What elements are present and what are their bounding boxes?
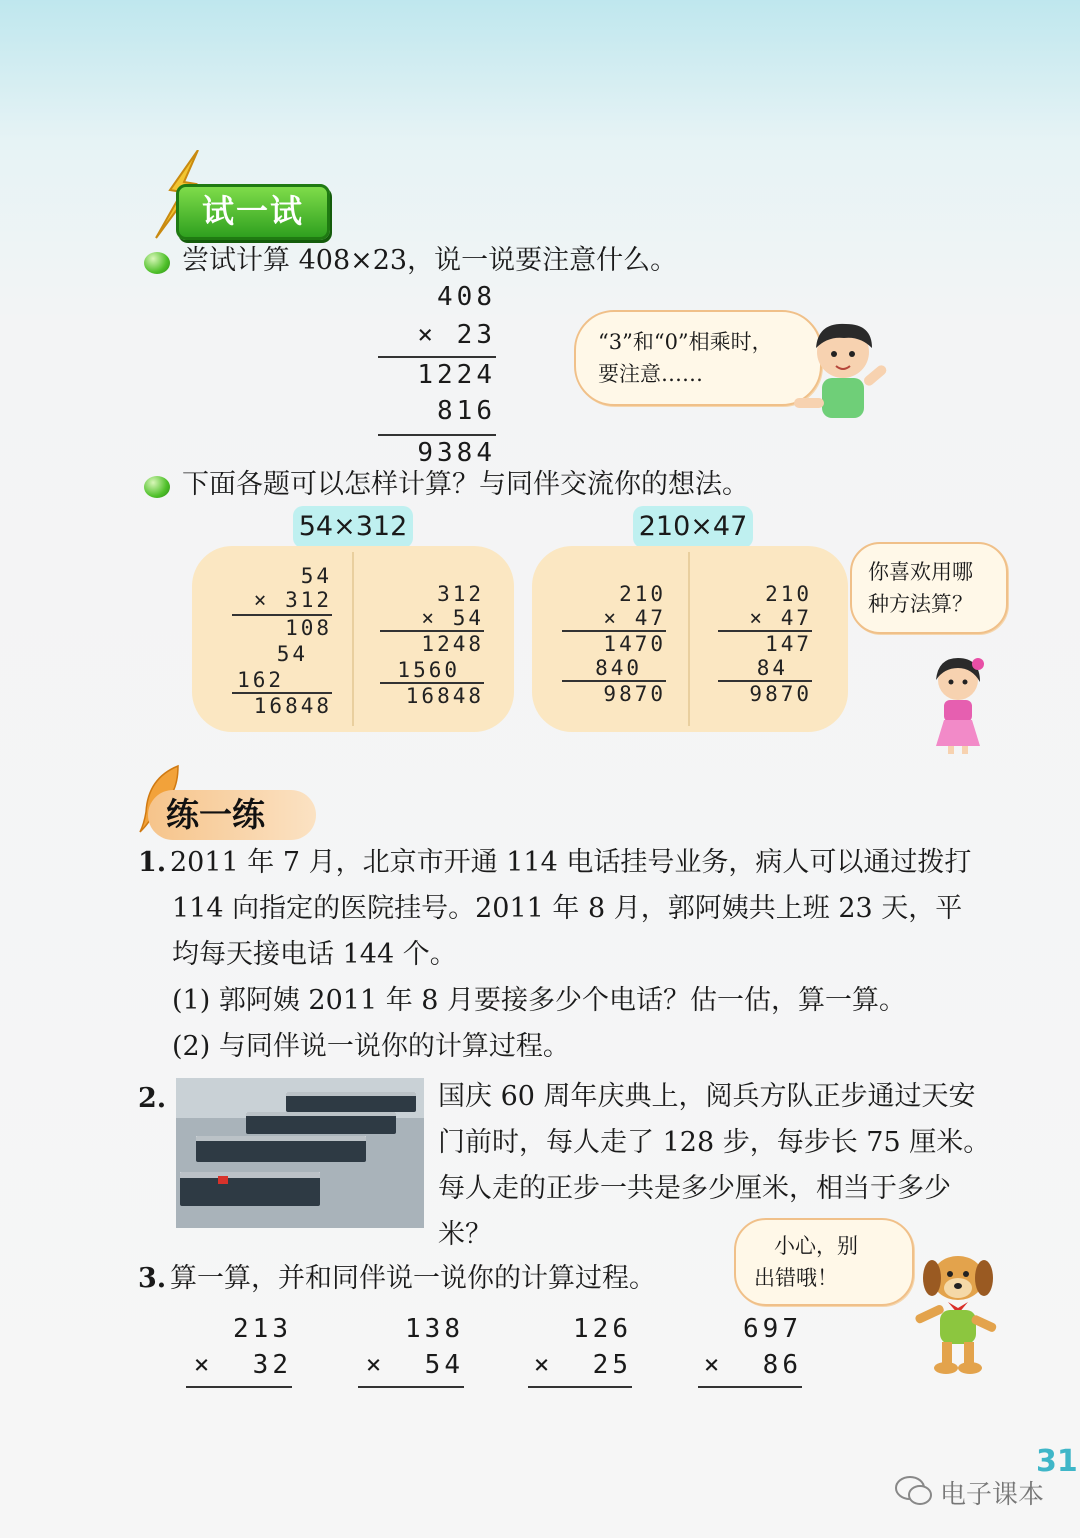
speech-bubble-boy [574,310,822,406]
handwritten-calc-left [562,582,666,706]
exercise-b: × 86 [703,1350,802,1380]
problem-1-line-3: 均每天接电话 144 个。 [172,939,457,970]
problem-1-sub-1: (1) 郭阿姨 2011 年 8 月要接多少个电话？估一估，算一算。 [172,985,907,1016]
calc-line: 54 [276,642,308,666]
exercise-rule [358,1386,464,1388]
bubble-line: 小心，别 [774,1234,858,1258]
problem-2-line-1: 国庆 60 周年庆典上，阅兵方队正步通过天安 [438,1081,976,1112]
method-card-2 [532,546,848,732]
bubble-line: “3”和“0”相乘时， [598,330,773,354]
exercise-calc-4 [698,1314,802,1388]
bullet-icon [144,252,170,274]
exercise-a: 213 [233,1314,292,1344]
problem-2-line-4: 米？ [438,1219,492,1250]
method-card-1 [192,546,514,732]
calc-line: 1560 [397,658,460,682]
bubble-line: 种方法算？ [868,592,973,616]
parade-photo [176,1078,424,1228]
calc-line: 1248 [421,632,484,656]
bubble-line: 出错哦！ [754,1266,838,1290]
calc-a: 408 [437,282,496,312]
calc-line: 84 [756,656,788,680]
bubble-line: 要注意…… [598,362,703,386]
speech-bubble-dog [734,1218,914,1306]
exercise-b: × 54 [365,1350,464,1380]
exercise-calc-1 [186,1314,292,1388]
problem-2-line-2: 门前时，每人走了 128 步，每步长 75 厘米。 [438,1127,991,1158]
bullet-icon [144,476,170,498]
watermark-text: 电子课本 [940,1480,1045,1510]
calc-line: 16848 [253,694,332,718]
calc-line: × 54 [421,606,484,630]
girl-character-icon [920,654,996,756]
section-title-try: 试一试 [176,184,330,240]
problem-3-number: 3. [138,1263,167,1294]
calc-result: 9384 [417,438,496,468]
problem-1-sub-2: (2) 与同伴说一说你的计算过程。 [172,1031,570,1062]
handwritten-calc-right [380,582,484,710]
wechat-icon [894,1474,934,1508]
section-title-practice: 练一练 [148,790,316,840]
card-divider [688,552,690,726]
bubble-line: 你喜欢用哪 [868,560,973,584]
speech-bubble-girl [850,542,1008,634]
problem-3-text: 算一算，并和同伴说一说你的计算过程。 [170,1263,656,1294]
problem-1-line-1: 2011 年 7 月，北京市开通 114 电话挂号业务，病人可以通过拨打 [170,847,972,878]
exercise-rule [698,1386,802,1388]
exercise-a: 697 [743,1314,802,1344]
exercise-b: × 32 [193,1350,292,1380]
calc-line: 16848 [405,684,484,708]
question-2-text: 下面各题可以怎样计算？与同伴交流你的想法。 [182,469,749,500]
card-label-1: 54×312 [293,506,413,548]
calc-line: 312 [437,582,484,606]
calc-line: 9870 [749,682,812,706]
exercise-calc-3 [528,1314,632,1388]
exercise-a: 138 [405,1314,464,1344]
problem-1-number: 1. [138,847,167,878]
exercise-rule [528,1386,632,1388]
exercise-a: 126 [573,1314,632,1344]
exercise-b: × 25 [533,1350,632,1380]
calc-line: 210 [765,582,812,606]
card-label-2: 210×47 [633,506,753,548]
calc-line: 108 [285,616,332,640]
calc-line: 840 [595,656,642,680]
problem-2-number: 2. [138,1083,167,1114]
calc-line: 1470 [603,632,666,656]
calc-partial-1: 1224 [417,360,496,390]
problem-2-line-3: 每人走的正步一共是多少厘米，相当于多少 [438,1173,951,1204]
page-number: 31 [1036,1444,1078,1479]
vertical-calc [378,282,496,474]
calc-line: × 47 [749,606,812,630]
exercise-rule [186,1386,292,1388]
calc-b: × 23 [417,320,496,350]
question-1-text: 尝试计算 408×23，说一说要注意什么。 [182,245,678,276]
handwritten-calc-left [232,564,332,720]
calc-line: 9870 [603,682,666,706]
calc-line: 54 [300,564,332,588]
boy-character-icon [788,318,898,422]
calc-line: × 47 [603,606,666,630]
dog-character-icon [912,1248,1004,1376]
calc-line: 162 [237,668,284,692]
exercise-calc-2 [358,1314,464,1388]
calc-line: × 312 [253,588,332,612]
handwritten-calc-right [718,582,812,706]
calc-partial-2: 816 [437,396,496,426]
card-divider [352,552,354,726]
calc-line: 210 [619,582,666,606]
calc-line: 147 [765,632,812,656]
problem-1-line-2: 114 向指定的医院挂号。2011 年 8 月，郭阿姨共上班 23 天，平 [172,893,963,924]
